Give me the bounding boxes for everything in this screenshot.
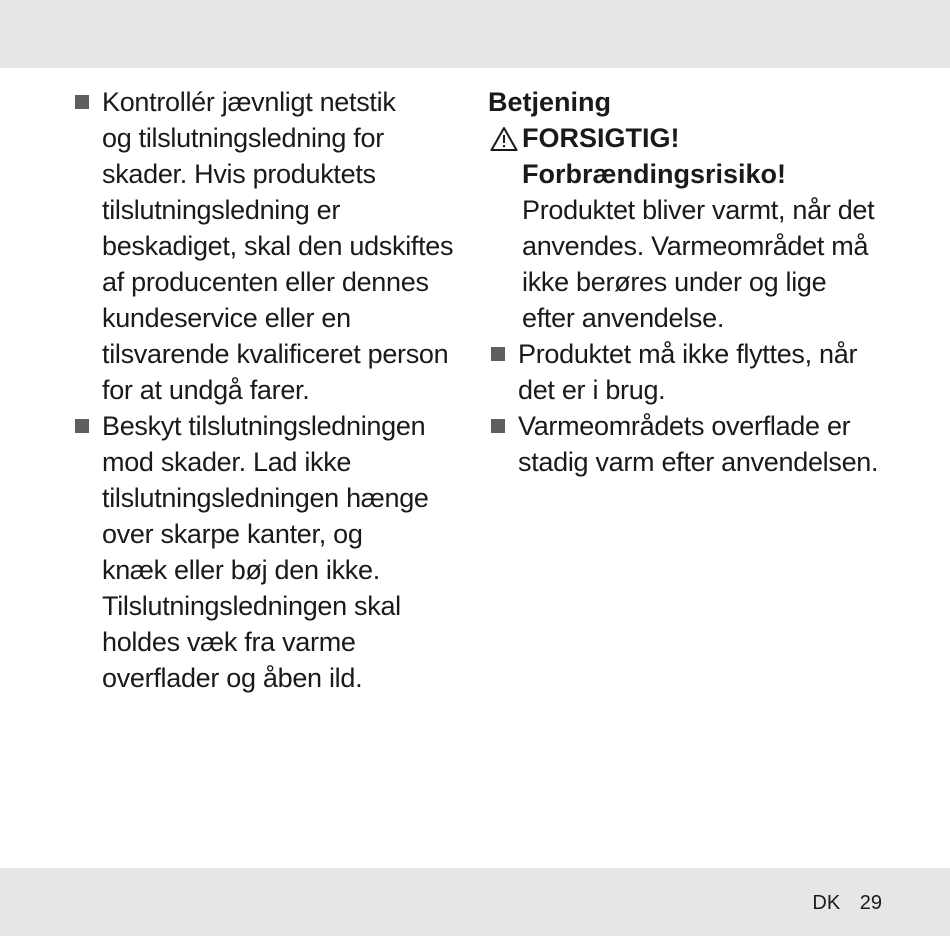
left-column bbox=[72, 84, 472, 696]
text-line: mod skader. Lad ikke bbox=[102, 447, 352, 477]
square-bullet-icon bbox=[75, 419, 89, 433]
text-line: holdes væk fra varme bbox=[102, 627, 356, 657]
language-code: DK bbox=[812, 892, 841, 914]
right-column bbox=[488, 84, 908, 480]
text-line: ikke berøres under og lige bbox=[522, 267, 827, 297]
text-line: tilslutningsledning er bbox=[102, 195, 341, 225]
warning-block bbox=[488, 120, 908, 336]
text-line: over skarpe kanter, og bbox=[102, 519, 363, 549]
text-line: skader. Hvis produktets bbox=[102, 159, 376, 189]
list-item bbox=[72, 408, 472, 696]
text-line: for at undgå farer. bbox=[102, 375, 310, 405]
text-line: Tilslutningsledningen skal bbox=[102, 591, 401, 621]
square-bullet-icon bbox=[491, 347, 505, 361]
bottom-band bbox=[0, 868, 950, 936]
text-line: Beskyt tilslutningsledningen bbox=[102, 411, 426, 441]
text-line: det er i brug. bbox=[518, 375, 666, 405]
text-line: beskadiget, skal den udskiftes bbox=[102, 231, 454, 261]
page-number: 29 bbox=[859, 892, 882, 914]
list-item bbox=[488, 408, 908, 480]
text-line: anvendes. Varmeområdet må bbox=[522, 231, 869, 261]
text-line: overflader og åben ild. bbox=[102, 663, 363, 693]
warning-title bbox=[522, 120, 908, 192]
text-line: stadig varm efter anvendelsen. bbox=[518, 447, 879, 477]
text-line: af producenten eller dennes bbox=[102, 267, 429, 297]
text-line: Produktet må ikke flyttes, når bbox=[518, 339, 858, 369]
list-item bbox=[488, 336, 908, 408]
text-line: Produktet bliver varmt, når det bbox=[522, 195, 875, 225]
text-line: efter anvendelse. bbox=[522, 303, 725, 333]
list-item-text bbox=[518, 408, 908, 480]
text-line: og tilslutningsledning for bbox=[102, 123, 384, 153]
text-line: kundeservice eller en bbox=[102, 303, 351, 333]
text-line: Varmeområdets overflade er bbox=[518, 411, 851, 441]
list-item-text bbox=[102, 408, 472, 696]
text-line: tilsvarende kvalificeret person bbox=[102, 339, 449, 369]
square-bullet-icon bbox=[491, 419, 505, 433]
page-footer bbox=[812, 891, 882, 915]
warning-body bbox=[522, 192, 908, 336]
section-heading: Betjening bbox=[488, 87, 612, 117]
warning-triangle-icon bbox=[490, 126, 518, 152]
text-line: Kontrollér jævnligt netstik bbox=[102, 87, 396, 117]
warning-title-line: FORSIGTIG! bbox=[522, 123, 680, 153]
list-item bbox=[72, 84, 472, 408]
text-line: knæk eller bøj den ikke. bbox=[102, 555, 380, 585]
list-item-text bbox=[102, 84, 472, 408]
warning-title-line: Forbrændingsrisiko! bbox=[522, 159, 787, 189]
text-line: tilslutningsledningen hænge bbox=[102, 483, 429, 513]
list-item-text bbox=[518, 336, 908, 408]
square-bullet-icon bbox=[75, 95, 89, 109]
top-band bbox=[0, 0, 950, 68]
